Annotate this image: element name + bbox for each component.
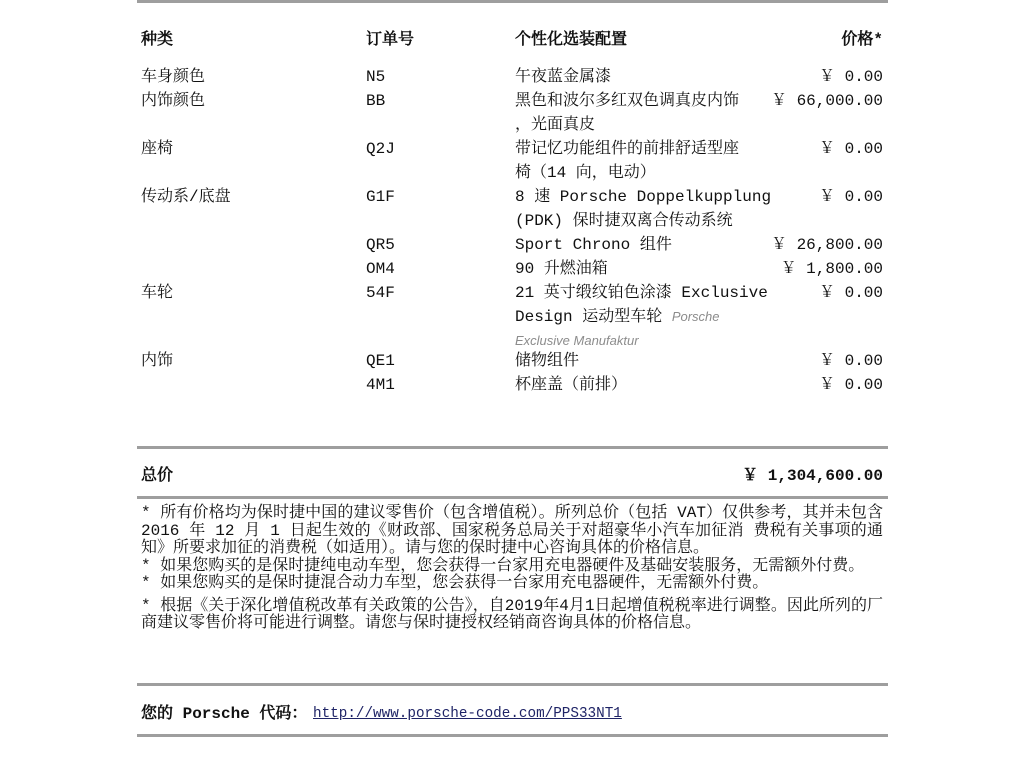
- header-config: 个性化选装配置: [515, 31, 628, 49]
- order-code-cell: G1F: [366, 188, 395, 206]
- config-cell: [515, 349, 579, 373]
- config-line: Design 运动型车轮: [515, 308, 663, 326]
- price-cell: ￥ 0.00: [818, 188, 883, 206]
- porsche-code-row: [141, 702, 883, 726]
- divider-top: [137, 0, 888, 3]
- config-line: 21 英寸缎纹铂色涂漆 Exclusive: [515, 284, 768, 302]
- category-cell: 内饰颜色: [141, 92, 206, 110]
- order-code-cell: QR5: [366, 236, 395, 254]
- config-line: 杯座盖（前排）: [515, 376, 628, 394]
- config-line: (PDK) 保时捷双离合传动系统: [515, 212, 733, 230]
- config-cell: [515, 137, 739, 185]
- porsche-code-link[interactable]: http://www.porsche-code.com/PPS33NT1: [313, 706, 622, 722]
- table-row: [141, 281, 883, 348]
- table-row: [141, 137, 883, 182]
- header-category: 种类: [141, 31, 174, 49]
- header-price: 价格*: [841, 31, 883, 49]
- footnotes: [141, 505, 883, 633]
- header-order-code: 订单号: [366, 31, 415, 49]
- order-code-cell: 4M1: [366, 376, 395, 394]
- table-row: [141, 65, 883, 89]
- order-code-cell: Q2J: [366, 140, 395, 158]
- price-cell: ￥ 0.00: [818, 284, 883, 302]
- price-cell: ￥ 0.00: [818, 352, 883, 370]
- price-cell: ￥ 66,000.00: [770, 92, 883, 110]
- category-cell: 内饰: [141, 352, 174, 370]
- table-header: [141, 28, 883, 52]
- divider-above-total: [137, 446, 888, 449]
- divider-below-total: [137, 496, 888, 499]
- price-cell: ￥ 0.00: [818, 376, 883, 394]
- config-cell: [515, 233, 672, 257]
- table-row: [141, 349, 883, 373]
- order-code-cell: QE1: [366, 352, 395, 370]
- config-line: 黑色和波尔多红双色调真皮内饰: [515, 92, 740, 110]
- divider-above-code: [137, 683, 888, 686]
- order-code-cell: 54F: [366, 284, 395, 302]
- table-row: [141, 373, 883, 397]
- footnote: * 如果您购买的是保时捷纯电动车型，您会获得一台家用充电器硬件及基础安装服务，无需额外付费。: [141, 556, 865, 575]
- config-line: ，光面真皮: [515, 116, 596, 134]
- table-row: [141, 233, 883, 257]
- table-row: [141, 89, 883, 134]
- price-cell: ￥ 1,800.00: [780, 260, 883, 278]
- category-cell: 车身颜色: [141, 68, 206, 86]
- total-value: ￥ 1,304,600.00: [742, 467, 883, 485]
- divider-bottom: [137, 734, 888, 737]
- price-cell: ￥ 26,800.00: [770, 236, 883, 254]
- config-line: 带记忆功能组件的前排舒适型座: [515, 140, 740, 158]
- config-line: 储物组件: [515, 352, 580, 370]
- config-line: 椅（14 向，电动）: [515, 164, 656, 182]
- config-cell: [515, 185, 771, 233]
- footnote: * 根据《关于深化增值税改革有关政策的公告》，自2019年4月1日起增值税税率进行调整。因此所列的厂商建议零售价将可能进行调整。请您与保时捷授权经销商咨询具体的价格信息。: [141, 596, 883, 632]
- price-cell: ￥ 0.00: [818, 140, 883, 158]
- category-cell: 座椅: [141, 140, 174, 158]
- porsche-code-label: 您的 Porsche 代码：: [141, 705, 308, 723]
- config-cell: [515, 89, 739, 137]
- order-code-cell: BB: [366, 92, 386, 110]
- config-cell: [515, 373, 627, 397]
- total-row: [141, 464, 883, 488]
- config-line: 午夜蓝金属漆: [515, 68, 612, 86]
- config-cell: [515, 281, 768, 353]
- category-cell: 传动系/底盘: [141, 188, 231, 206]
- category-cell: 车轮: [141, 284, 174, 302]
- config-cell: [515, 65, 611, 89]
- config-line: Sport Chrono 组件: [515, 236, 672, 254]
- order-code-cell: OM4: [366, 260, 395, 278]
- footnote: * 如果您购买的是保时捷混合动力车型，您会获得一台家用充电器硬件，无需额外付费。: [141, 574, 769, 592]
- config-line-with-note: [515, 305, 755, 353]
- order-code-cell: N5: [366, 68, 386, 86]
- config-line: 90 升燃油箱: [515, 260, 608, 278]
- price-cell: ￥ 0.00: [818, 68, 883, 86]
- config-cell: [515, 257, 608, 281]
- config-line: 8 速 Porsche Doppelkupplung: [515, 188, 772, 206]
- total-label: 总价: [141, 467, 174, 485]
- exclusive-note: Porsche Exclusive Manufaktur: [515, 309, 720, 348]
- table-row: [141, 185, 883, 230]
- table-row: [141, 257, 883, 281]
- footnote: * 所有价格均为保时捷中国的建议零售价（包含增值税）。所列总价（包括 VAT）仅供参考，其并未包含 2016 年 12 月 1 日起生效的《财政部、国家税务总局关于对超豪华小汽车加征消 费税有关事项的通知》所要求加征的消费税（如适用）。请与您的保时捷中心咨询具体的价格信息。: [141, 504, 883, 557]
